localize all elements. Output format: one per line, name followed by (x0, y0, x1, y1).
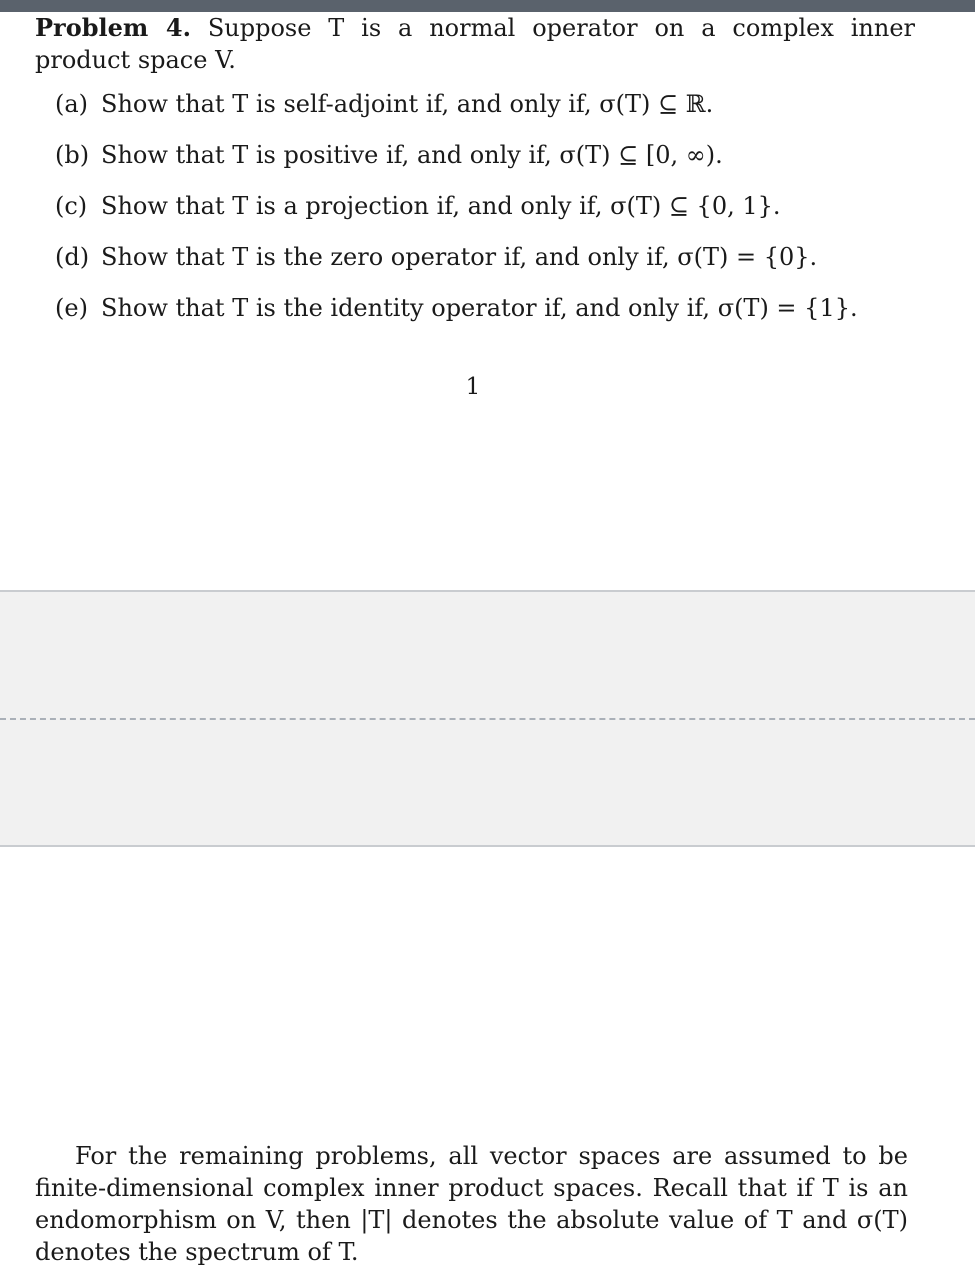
part-label: (a) (55, 90, 89, 118)
problem-statement (35, 12, 915, 76)
document-page-1 (0, 12, 975, 590)
part-label: (e) (55, 294, 88, 322)
problem-part-d (55, 241, 817, 273)
part-text: Show that T is positive if, and only if, σ(T) ⊆ [0, ∞). (101, 141, 723, 169)
page-number: 1 (465, 374, 481, 400)
problem-part-e (55, 292, 858, 324)
part-label: (d) (55, 243, 90, 271)
document-page-2 (0, 847, 975, 1277)
problem-heading: Problem 4. (35, 13, 191, 42)
viewer-top-bar (0, 0, 975, 12)
part-text: Show that T is the identity operator if, and only if, σ(T) = {1}. (101, 294, 858, 322)
part-label: (c) (55, 192, 88, 220)
page-gap (0, 590, 975, 847)
remaining-problems-intro: For the remaining problems, all vector spaces are assumed to be finite-dimensional complex inner product spaces. Recall that if T is an endomorphism on V, then |T| denotes the absolute value of T and σ(T) denotes the spectrum of T. (35, 1142, 908, 1266)
part-text: Show that T is self-adjoint if, and only if, σ(T) ⊆ ℝ. (101, 90, 714, 118)
problem-part-c (55, 190, 781, 222)
problem-part-b (55, 139, 723, 171)
part-text: Show that T is a projection if, and only if, σ(T) ⊆ {0, 1}. (101, 192, 781, 220)
problem-statement-text: Suppose T is a normal operator on a complex inner product space V. (35, 14, 916, 74)
problem-part-a (55, 88, 713, 120)
part-text: Show that T is the zero operator if, and only if, σ(T) = {0}. (101, 243, 818, 271)
part-label: (b) (55, 141, 90, 169)
page-break-line (0, 718, 975, 720)
